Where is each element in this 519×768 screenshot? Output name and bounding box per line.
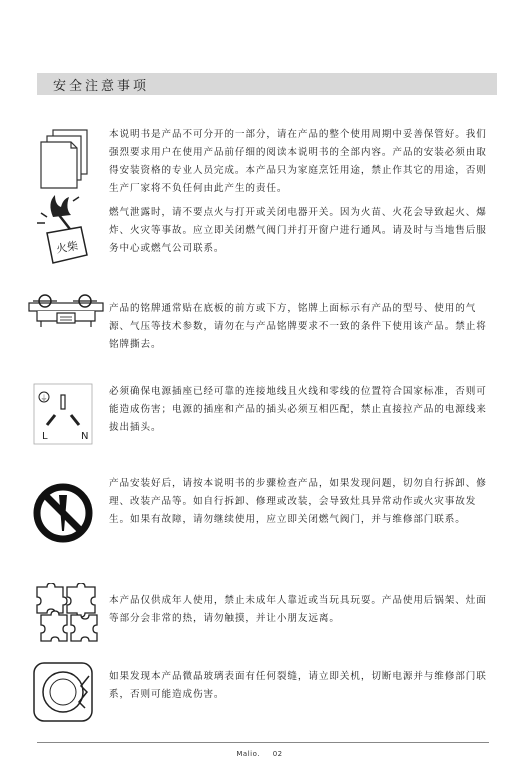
document-stack-icon bbox=[37, 128, 93, 192]
earth-symbol: ⏚ bbox=[40, 394, 48, 402]
section-header bbox=[37, 73, 497, 95]
page-title: 安全注意事项 bbox=[53, 79, 150, 94]
section-1-text: 本说明书是产品不可分开的一部分，请在产品的整个使用周期中妥善保管好。我们强烈要求用户在使用产品前仔细的阅读本说明书的全部内容。产品的安装必须由取得安装资格的专业人员完成。本产品只为家庭烹饪用途，禁止作其它的用途，否则生产厂家将不负任何由此产生的责任。 bbox=[109, 129, 487, 194]
cooker-nameplate-icon bbox=[27, 293, 105, 333]
cracked-glass-icon bbox=[33, 662, 93, 722]
live-label: L bbox=[42, 431, 48, 442]
section-6-text: 本产品仅供成年人使用，禁止未成年人靠近或当玩具玩耍。产品使用后锅架、灶面等部分会非常的热，请勿触摸，并让小朋友远离。 bbox=[109, 595, 487, 624]
section-3-text: 产品的铭牌通常贴在底板的前方或下方，铭牌上面标示有产品的型号、使用的气源、气压等技术参数，请勿在与产品铭牌要求不一致的条件下使用该产品。禁止将铭牌撕去。 bbox=[109, 303, 487, 350]
no-disassembly-icon bbox=[33, 483, 93, 543]
footer-brand: Malio. bbox=[236, 750, 260, 758]
puzzle-pieces-icon bbox=[33, 583, 99, 643]
neutral-label: N bbox=[81, 431, 89, 442]
page-number: 02 bbox=[272, 750, 283, 758]
matchbox-label: 火柴 bbox=[55, 239, 80, 256]
section-7-text: 如果发现本产品微晶玻璃表面有任何裂缝，请立即关机，切断电源并与维修部门联系，否则可能造成伤害。 bbox=[109, 671, 487, 700]
page-footer bbox=[0, 750, 519, 758]
power-socket-icon bbox=[33, 383, 93, 445]
section-5-text: 产品安装好后，请按本说明书的步骤检查产品，如果发现问题，切勿自行拆卸、修理、改装产品等。如自行拆卸、修理或改装，会导致灶具异常动作或火灾事故发生。如果有故障，请勿继续使用，应立即关闭燃气阀门，并与维修部门联系。 bbox=[109, 478, 487, 525]
footer-divider bbox=[37, 742, 489, 743]
section-2-text: 燃气泄露时，请不要点火与打开或关闭电器开关。因为火苗、火花会导致起火、爆炸、火灾等事故。应立即关闭燃气阀门并打开窗户进行通风。请及时与当地售后服务中心或燃气公司联系。 bbox=[109, 207, 487, 254]
section-4-text: 必须确保电源插座已经可靠的连接地线且火线和零线的位置符合国家标准，否则可能造成伤害；电源的插座和产品的插头必须互相匹配，禁止直接拉产品的电源线来拔出插头。 bbox=[109, 386, 487, 433]
fire-warning-icon bbox=[33, 193, 99, 273]
